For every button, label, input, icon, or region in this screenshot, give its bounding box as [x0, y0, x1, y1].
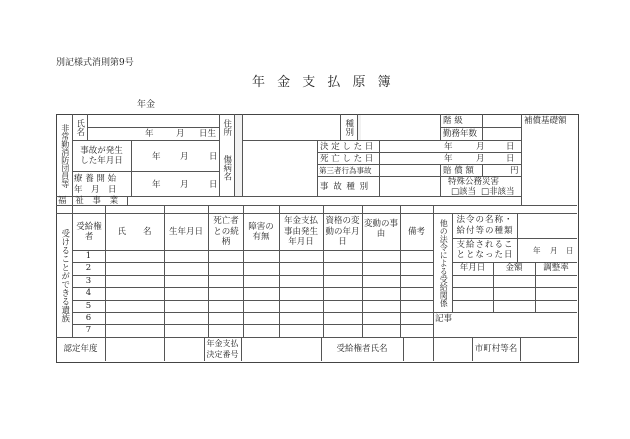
- member-section-label: 非常勤消防団員等: [60, 124, 70, 188]
- third-party-label: 第三者行為事故: [319, 166, 372, 175]
- payment-start-label: 支給されることとなった日: [456, 239, 514, 260]
- welfare-label: 福 祉 事 業: [58, 196, 122, 206]
- compensation-base-label: 補償基礎額: [524, 116, 567, 126]
- treatment-day: 日: [209, 180, 218, 190]
- accident-day: 日: [209, 152, 218, 162]
- col-amount: 金額: [505, 263, 523, 274]
- other-law-section-label: 他の法令による受給関係: [439, 219, 449, 307]
- death-month: 月: [476, 154, 485, 164]
- not-applicable-checkbox[interactable]: □非該当: [481, 187, 515, 197]
- col-birthdate: 生年月日: [168, 226, 203, 237]
- decision-month: 月: [476, 142, 485, 152]
- row-number: 5: [85, 300, 92, 311]
- col-relationship: 死亡者との続柄: [213, 216, 239, 248]
- name-label: 氏名: [74, 119, 85, 136]
- payment-start-month: 月: [550, 246, 558, 255]
- treatment-start-label: 療 養 開 始: [74, 174, 117, 184]
- form-number: 別記様式消則第9号: [56, 58, 134, 68]
- col-status-change-date: 資格の変動の年月日: [325, 216, 360, 248]
- death-day: 日: [506, 154, 515, 164]
- row-number: 4: [85, 288, 92, 299]
- col-payment-reason-date: 年金支払事由発生年月日: [283, 216, 318, 248]
- row-number: 3: [85, 275, 92, 286]
- pension-label: 年金: [137, 100, 156, 110]
- birth-year: 年: [145, 129, 154, 139]
- birth-day: 日生: [199, 129, 217, 139]
- damages-label: 賠 償 額: [443, 166, 474, 176]
- col-date: 年月日: [459, 263, 486, 274]
- row-number: 6: [85, 312, 92, 323]
- fiscal-year-label: 認定年度: [63, 343, 98, 354]
- decision-year: 年: [444, 142, 453, 152]
- death-date-label: 死 亡 し た 日: [320, 154, 374, 164]
- payment-start-year: 年: [533, 246, 541, 255]
- beneficiaries-section-label: 受けることができる遺族: [59, 229, 70, 323]
- death-year: 年: [444, 154, 453, 164]
- special-duty-label: 特殊公務災害: [448, 177, 500, 187]
- col-remarks: 備考: [407, 226, 425, 237]
- accident-date-label: 事故が発生した年月日: [80, 145, 123, 166]
- col-change-reason: 変動の事由: [364, 218, 399, 239]
- service-years-label: 勤務年数: [443, 129, 478, 139]
- name-field[interactable]: [87, 115, 219, 127]
- row-number: 1: [85, 250, 92, 261]
- rank-label: 階 級: [443, 116, 463, 126]
- row-number: 2: [85, 263, 92, 274]
- address-label: 住所: [221, 119, 232, 136]
- treatment-start-label-2: 年 月 日: [74, 185, 117, 195]
- page-title: 年 金 支 払 原 簿: [252, 75, 395, 90]
- damages-unit: 円: [510, 166, 519, 176]
- accident-year: 年: [152, 152, 161, 162]
- address-field[interactable]: [242, 115, 340, 140]
- accident-month: 月: [180, 152, 189, 162]
- col-disability: 障害の有無: [248, 221, 274, 242]
- payment-start-day: 日: [566, 246, 574, 255]
- type-label: 種別: [343, 119, 354, 136]
- col-name: 氏 名: [117, 226, 152, 237]
- col-beneficiary: 受給権者: [76, 221, 102, 242]
- decision-day: 日: [506, 142, 515, 152]
- law-name-label: 法令の名称・給付等の種類: [456, 215, 514, 236]
- treatment-year: 年: [152, 180, 161, 190]
- injury-label: 傷病名: [221, 155, 232, 181]
- accident-type-label: 事 故 種 別: [320, 182, 370, 192]
- notes-label: 記事: [435, 314, 453, 324]
- municipality-label: 市町村等名: [474, 343, 518, 354]
- beneficiary-name-label: 受給権者氏名: [336, 343, 388, 354]
- treatment-month: 月: [180, 180, 189, 190]
- col-adjustment-rate: 調整率: [543, 263, 569, 274]
- applicable-checkbox[interactable]: □該当: [451, 187, 477, 197]
- decision-date-label: 決 定 し た 日: [320, 142, 374, 152]
- birth-month: 月: [176, 129, 185, 139]
- row-number: 7: [85, 325, 92, 336]
- decision-number-label: 年金支払決定番号: [206, 339, 239, 359]
